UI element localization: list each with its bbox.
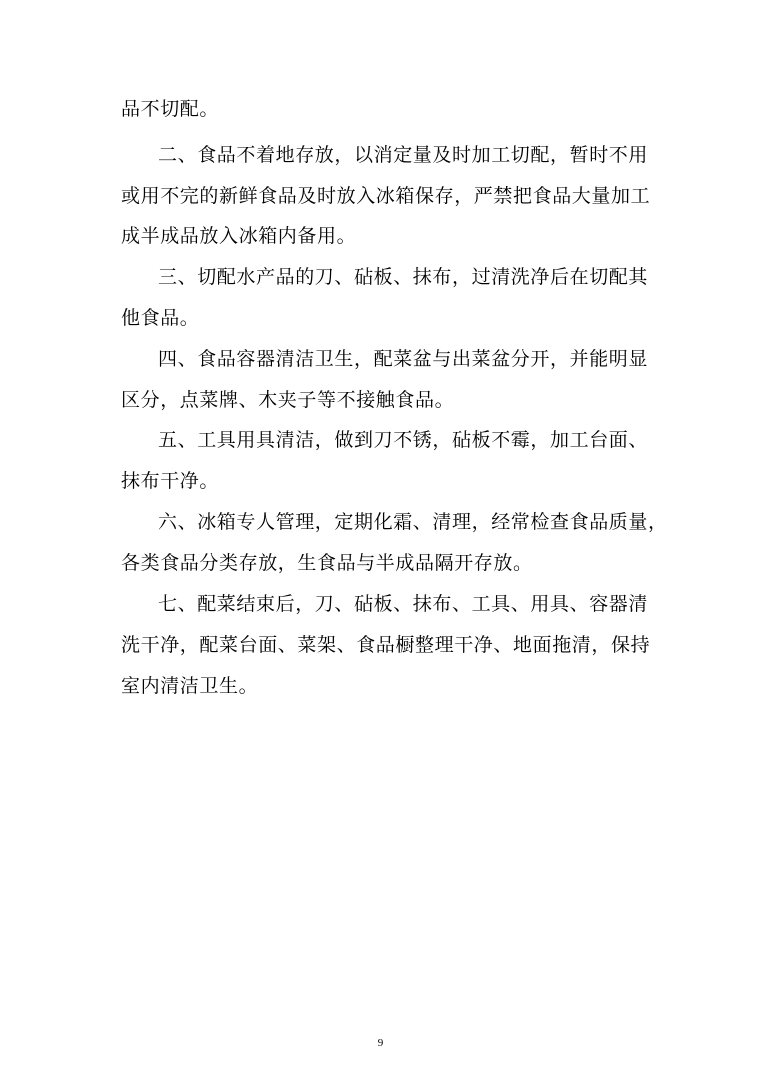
text-line: 品不切配。 bbox=[121, 98, 220, 120]
clause-7-line-2: 洗干净，配菜台面、菜架、食品橱整理干净、地面拖清，保持 bbox=[121, 634, 651, 656]
clause-3-line-1: 三、切配水产品的刀、砧板、抹布，过清洗净后在切配其 bbox=[158, 266, 649, 288]
clause-5-line-2: 抹布干净。 bbox=[121, 470, 220, 492]
clause-7-line-1: 七、配菜结束后，刀、砧板、抹布、工具、用具、容器清 bbox=[158, 593, 649, 615]
clause-5-line-1: 五、工具用具清洁，做到刀不锈，砧板不霉，加工台面、 bbox=[158, 429, 649, 451]
clause-6-line-2: 各类食品分类存放，生食品与半成品隔开存放。 bbox=[121, 552, 533, 574]
clause-3-line-2: 他食品。 bbox=[121, 307, 200, 329]
clause-4-line-2: 区分，点菜牌、木夹子等不接触食品。 bbox=[121, 389, 455, 411]
clause-4-line-1: 四、食品容器清洁卫生，配菜盆与出菜盆分开，并能明显 bbox=[158, 348, 649, 370]
clause-6-line-1: 六、冰箱专人管理，定期化霜、清理，经常检查食品质量， bbox=[158, 511, 668, 533]
clause-2-line-3: 成半成品放入冰箱内备用。 bbox=[121, 225, 357, 247]
clause-7-line-3: 室内清洁卫生。 bbox=[121, 675, 259, 697]
clause-2-line-2: 或用不完的新鲜食品及时放入冰箱保存，严禁把食品大量加工 bbox=[121, 185, 651, 207]
page-number: 9 bbox=[377, 1037, 384, 1049]
clause-2-line-1: 二、食品不着地存放，以消定量及时加工切配，暂时不用 bbox=[158, 144, 649, 166]
